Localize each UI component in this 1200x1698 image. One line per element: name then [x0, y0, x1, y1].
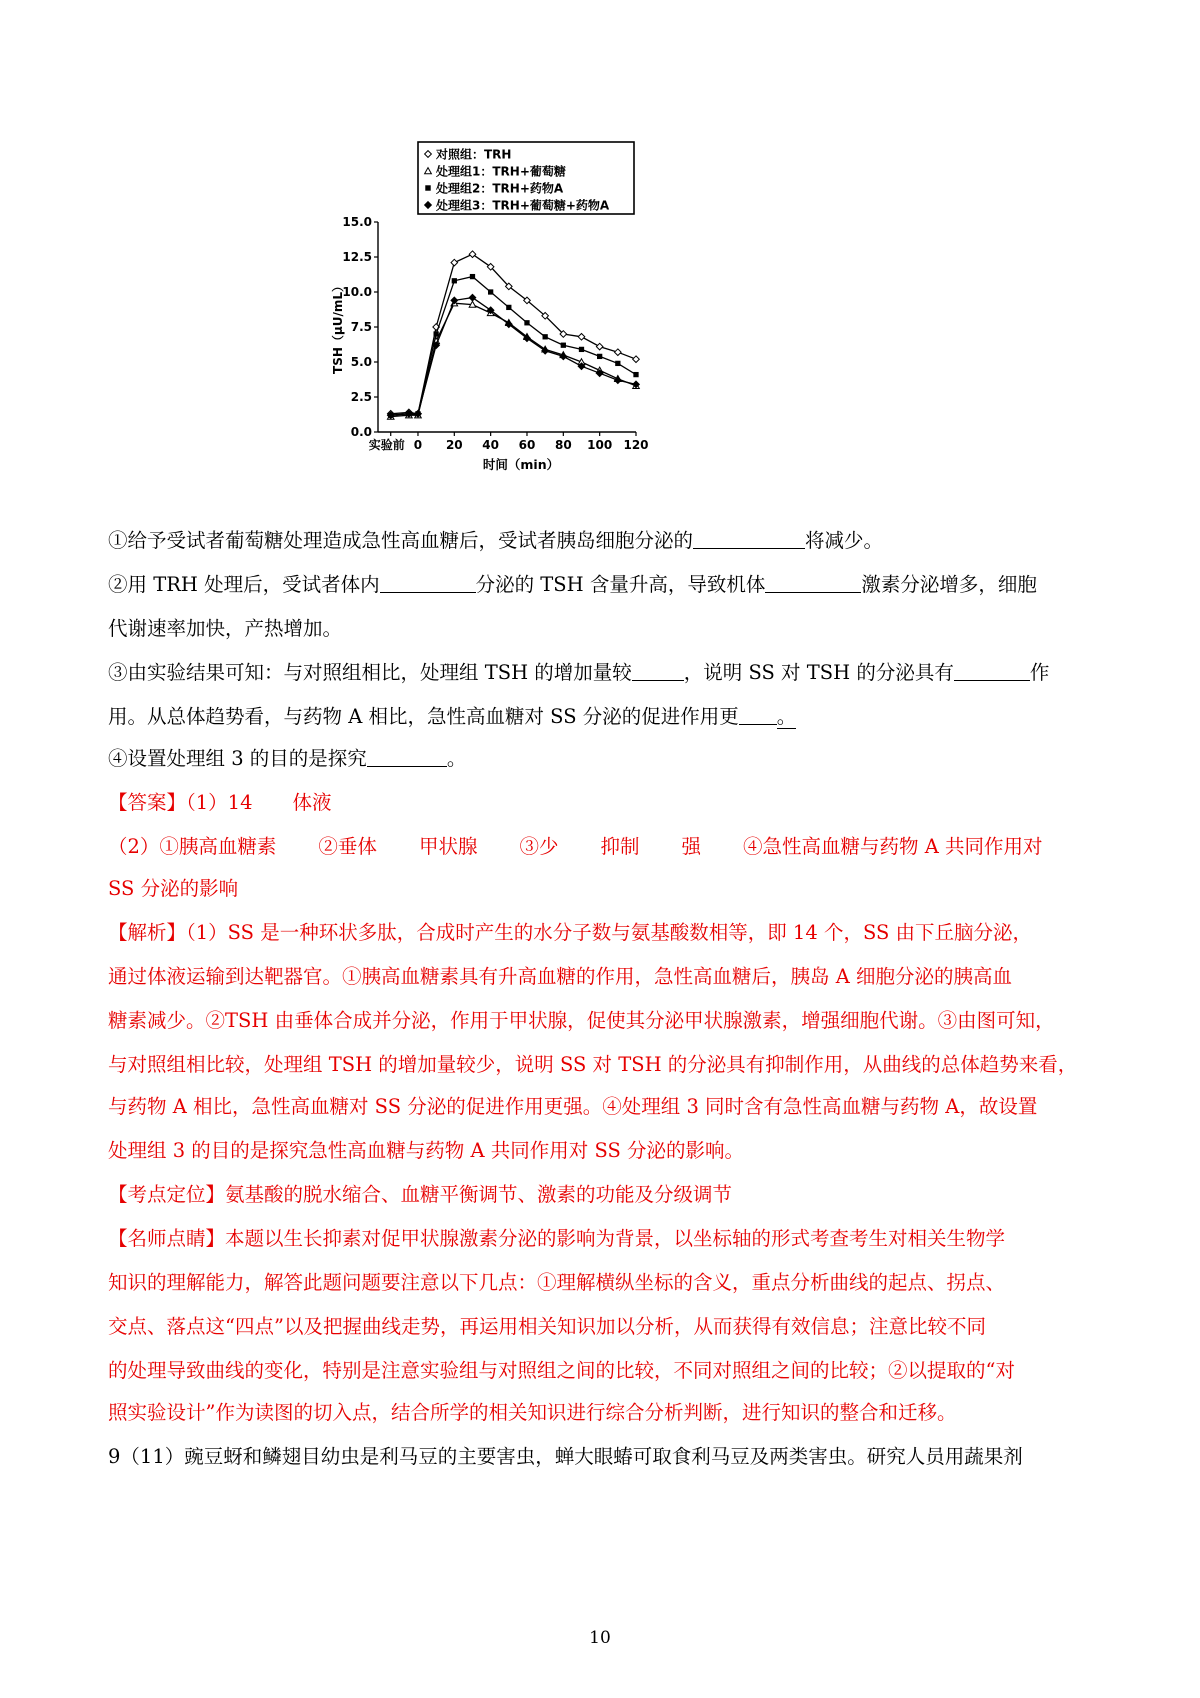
text-segment: ①给予受试者葡萄糖处理造成急性高血糖后，受试者胰岛细胞分泌的: [108, 529, 694, 552]
text-line: [108, 660, 1049, 686]
text-segment: 处理组 3 的目的是探究急性高血糖与药物 A 共同作用对 SS 分泌的影响。: [108, 1139, 745, 1162]
text-line: [108, 1270, 1005, 1296]
answer-blank[interactable]: [367, 746, 447, 767]
text-line: [108, 704, 796, 730]
text-segment: 用。从总体趋势看，与药物 A 相比，急性高血糖对 SS 分泌的促进作用更: [108, 705, 739, 728]
text-line: [108, 1052, 1077, 1078]
legend-label: 处理组1：TRH+葡萄糖: [436, 164, 566, 179]
text-line: [108, 920, 1032, 946]
y-tick-label: 10.0: [342, 285, 372, 299]
text-segment: ③由实验结果可知：与对照组相比，处理组 TSH 的增加量较: [108, 661, 632, 684]
data-point: [434, 331, 439, 336]
text-segment: 体液: [292, 791, 332, 814]
text-segment: 代谢速率加快，产热增加。: [108, 617, 343, 640]
data-point: [615, 349, 622, 356]
answer-blank[interactable]: [954, 660, 1030, 681]
y-tick-label: 0.0: [350, 425, 372, 439]
text-segment: ②用 TRH 处理后，受试者体内: [108, 573, 380, 596]
text-segment: ④急性高血糖与药物 A 共同作用对: [743, 835, 1043, 858]
text-line: [108, 964, 1012, 990]
text-segment: 照实验设计”作为读图的切入点，结合所学的相关知识进行综合分析判断，进行知识的整合和迁移。: [108, 1401, 957, 1424]
text-line: [108, 1444, 1023, 1470]
answer-blank[interactable]: [693, 528, 805, 549]
legend-label: 处理组2：TRH+药物A: [436, 181, 564, 196]
text-line: [108, 1138, 744, 1164]
text-segment: 知识的理解能力，解答此题问题要注意以下几点：①理解横纵坐标的含义，重点分析曲线的起点、拐点、: [108, 1271, 1006, 1294]
text-segment: 将减少。: [805, 529, 884, 552]
data-point: [633, 372, 638, 377]
y-tick-label: 12.5: [342, 250, 372, 264]
text-line: [108, 616, 342, 642]
series-line: [391, 303, 636, 416]
x-axis-label: 时间（min）: [482, 457, 560, 472]
data-point: [506, 305, 511, 310]
data-point: [451, 259, 458, 266]
text-segment: 。: [446, 747, 467, 770]
text-segment: ，说明 SS 对 TSH 的分泌具有: [683, 661, 954, 684]
legend-label: 对照组：TRH: [436, 147, 512, 162]
data-point: [633, 356, 640, 363]
text-segment: 【考点定位】氨基酸的脱水缩合、血糖平衡调节、激素的功能及分级调节: [108, 1183, 733, 1206]
text-line: [108, 746, 466, 772]
text-segment: 。: [776, 705, 797, 728]
legend-label: 处理组3：TRH+葡萄糖+药物A: [436, 198, 610, 213]
data-point: [561, 343, 566, 348]
legend-marker: [425, 185, 430, 190]
text-segment: 分泌的 TSH 含量升高，导致机体: [475, 573, 766, 596]
answer-blank[interactable]: [380, 572, 476, 593]
text-line: [108, 1226, 1005, 1252]
data-point: [524, 320, 529, 325]
text-segment: 通过体液运输到达靶器官。①胰高血糖素具有升高血糖的作用，急性高血糖后，胰岛 A 细胞分泌的胰高血: [108, 965, 1012, 988]
answer-blank[interactable]: [765, 572, 861, 593]
text-line: [108, 1314, 986, 1340]
text-line: [108, 1358, 1015, 1384]
page-number: 10: [589, 1628, 611, 1648]
text-line: [108, 876, 238, 902]
y-tick-label: 15.0: [342, 215, 372, 229]
text-line: [108, 834, 1042, 860]
text-segment: 的处理导致曲线的变化，特别是注意实验组与对照组之间的比较，不同对照组之间的比较；②以提取的“对: [108, 1359, 1015, 1382]
data-point: [597, 354, 602, 359]
text-segment: ③少: [519, 835, 559, 858]
text-line: [108, 790, 332, 816]
y-tick-label: 5.0: [350, 355, 372, 369]
text-segment: 糖素减少。②TSH 由垂体合成并分泌，作用于甲状腺，促使其分泌甲状腺激素，增强细胞代谢。③由图可知，: [108, 1009, 1055, 1032]
text-segment: 【答案】（1）14: [108, 791, 253, 814]
text-segment: （2）①胰高血糖素: [108, 835, 277, 858]
x-tick-label: 100: [587, 438, 613, 452]
data-point: [452, 278, 457, 283]
text-line: [108, 528, 883, 554]
text-segment: 与药物 A 相比，急性高血糖对 SS 分泌的促进作用更强。④处理组 3 同时含有急性高血糖与药物 A，故设置: [108, 1095, 1038, 1118]
data-point: [578, 334, 585, 341]
text-line: [108, 1094, 1037, 1120]
x-tick-label: 实验前: [368, 438, 405, 452]
x-tick-label: 40: [482, 438, 499, 452]
x-tick-label: 80: [554, 438, 572, 452]
text-segment: 激素分泌增多，细胞: [861, 573, 1037, 596]
answer-blank[interactable]: [739, 704, 777, 725]
data-point: [488, 289, 493, 294]
y-tick-label: 7.5: [350, 320, 372, 334]
text-segment: 【解析】（1）SS 是一种环状多肽，合成时产生的水分子数与氨基酸数相等，即 14 个，SS 由下丘脑分泌，: [108, 921, 1033, 944]
tsh-line-chart: [331, 140, 700, 526]
text-line: [108, 1008, 1055, 1034]
data-point: [451, 297, 458, 304]
text-line: [108, 1182, 732, 1208]
answer-blank[interactable]: [632, 660, 684, 681]
text-segment: 交点、落点这“四点”以及把握曲线走势，再运用相关知识加以分析，从而获得有效信息；注意比较不同: [108, 1315, 986, 1338]
text-segment: 【名师点睛】本题以生长抑素对促甲状腺激素分泌的影响为背景，以坐标轴的形式考查考生对相关生物学: [108, 1227, 1006, 1250]
text-segment: 作: [1029, 661, 1050, 684]
text-segment: SS 分泌的影响: [108, 877, 239, 900]
text-segment: 与对照组相比较，处理组 TSH 的增加量较少，说明 SS 对 TSH 的分泌具有抑制作用，从曲线的总体趋势来看，: [108, 1053, 1078, 1076]
text-segment: ②垂体: [318, 835, 377, 858]
data-point: [470, 274, 475, 279]
series-line: [391, 254, 636, 414]
text-segment: 甲状腺: [418, 835, 478, 858]
text-segment: 9（11）豌豆蚜和鳞翅目幼虫是利马豆的主要害虫，蝉大眼蝽可取食利马豆及两类害虫。研究人员用蔬果剂: [108, 1445, 1023, 1468]
x-tick-label: 20: [445, 438, 463, 452]
text-line: [108, 572, 1037, 598]
text-line: [108, 1400, 956, 1426]
data-point: [579, 347, 584, 352]
data-point: [615, 361, 620, 366]
data-point: [596, 343, 603, 350]
y-tick-label: 2.5: [350, 390, 372, 404]
text-segment: 强: [681, 835, 701, 858]
y-axis-label: TSH（μU/mL）: [331, 280, 345, 374]
text-segment: ④设置处理组 3 的目的是探究: [108, 747, 367, 770]
x-tick-label: 120: [623, 438, 649, 452]
x-tick-label: 0: [413, 438, 423, 452]
data-point: [543, 334, 548, 339]
text-segment: 抑制: [600, 835, 640, 858]
x-tick-label: 60: [518, 438, 536, 452]
